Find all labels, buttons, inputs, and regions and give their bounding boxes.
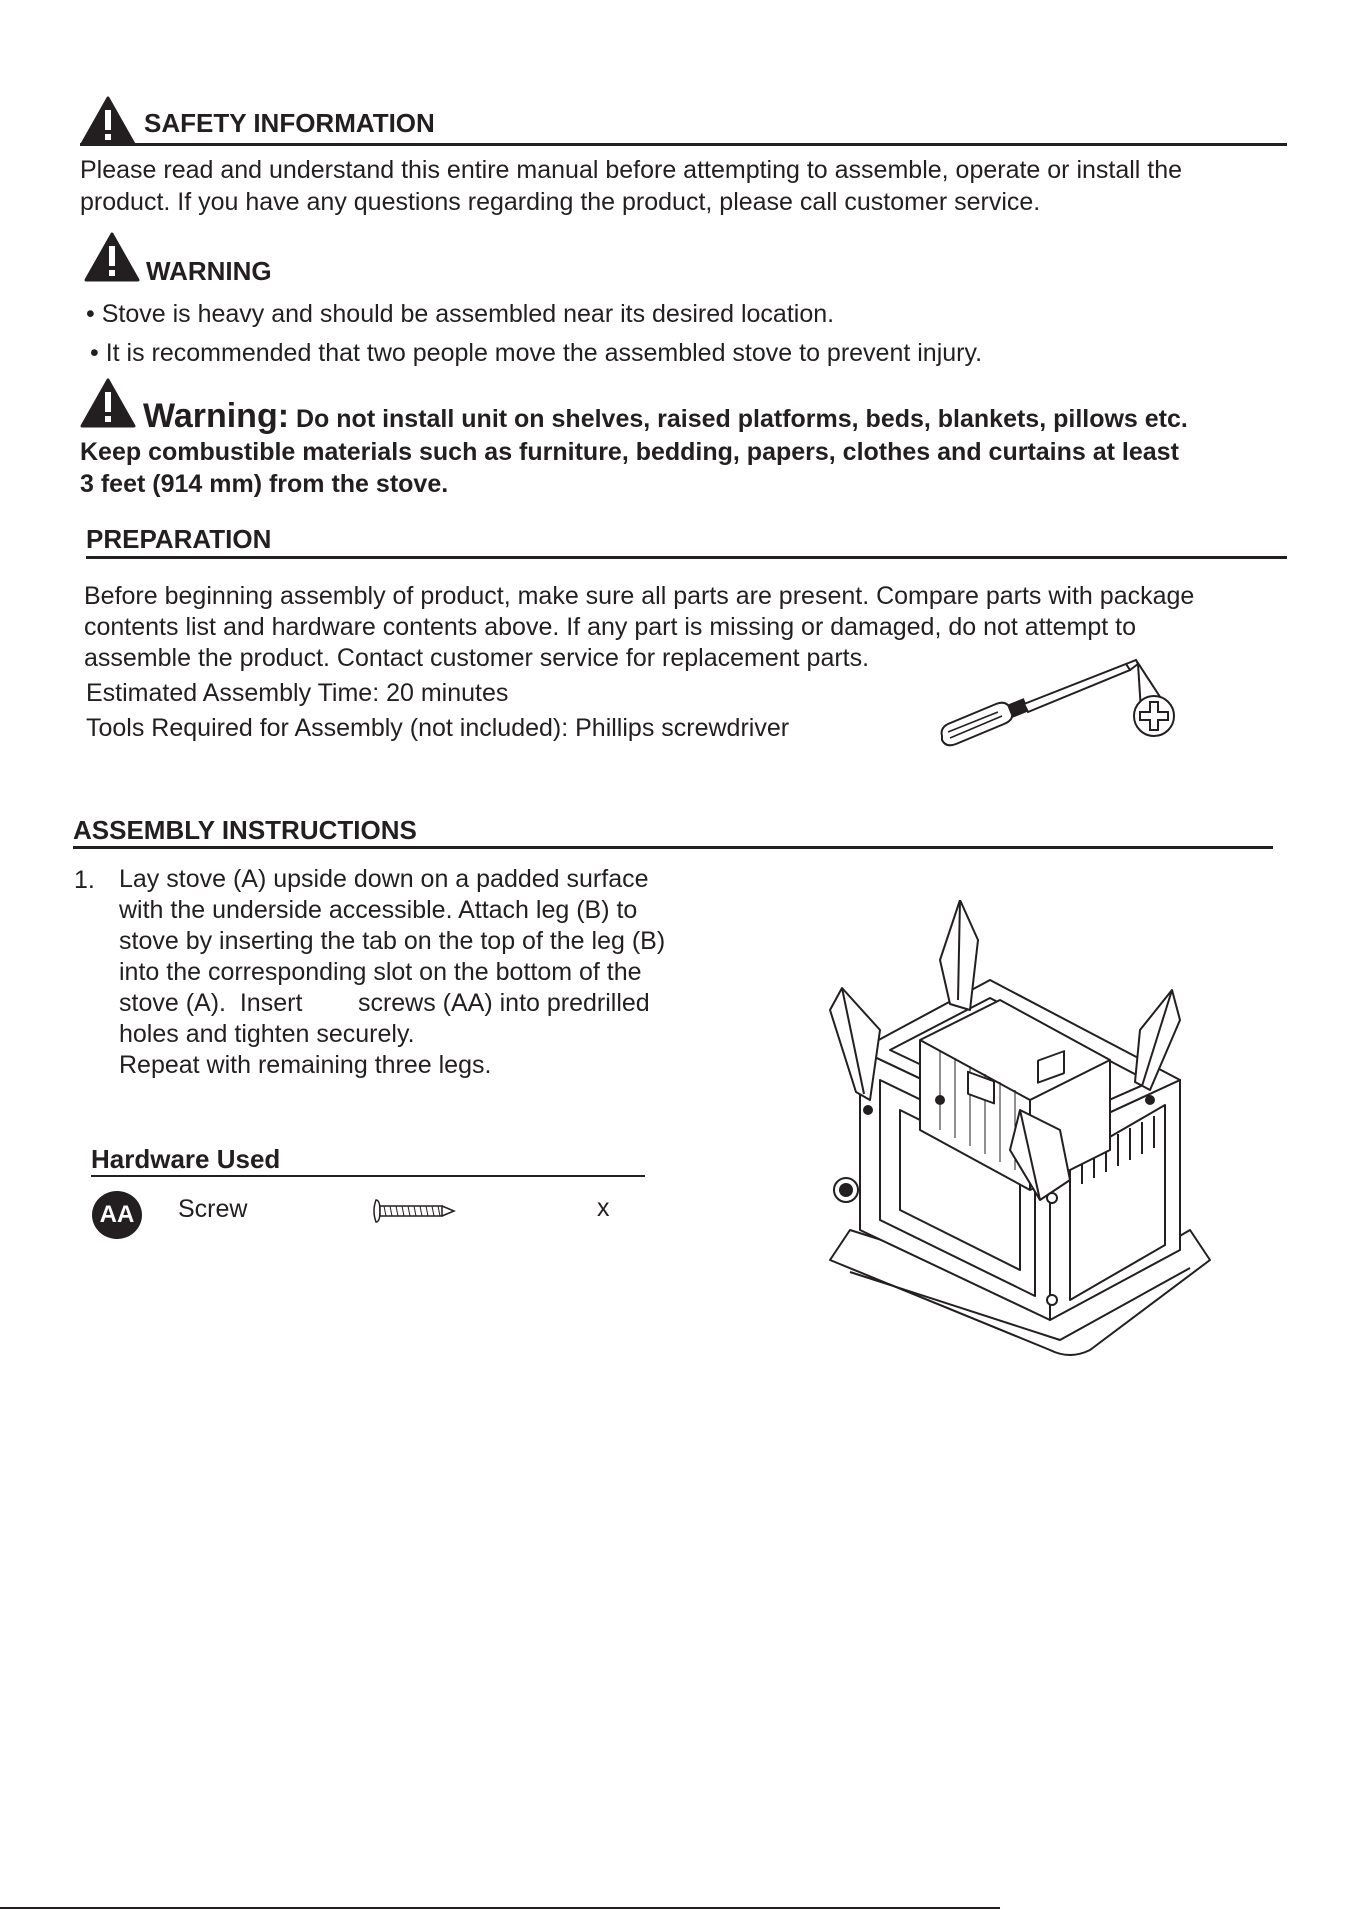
step-line: Lay stove (A) upside down on a padded surface xyxy=(119,865,649,893)
warning-heading: WARNING xyxy=(146,256,272,286)
step-number: 1. xyxy=(74,866,95,894)
warning-triangle-icon xyxy=(80,96,136,146)
safety-heading: SAFETY INFORMATION xyxy=(144,108,435,138)
hardware-item-name: Screw xyxy=(178,1195,248,1223)
screw-icon xyxy=(372,1196,458,1226)
warning2-line2: Keep combustible materials such as furniture, bedding, papers, clothes and curtains at least xyxy=(80,438,1179,466)
step-line: holes and tighten securely. xyxy=(119,1020,415,1048)
warning-bullet-1: • Stove is heavy and should be assembled near its desired location. xyxy=(86,300,835,328)
warning2-label: Warning: xyxy=(143,397,290,435)
assembly-heading: ASSEMBLY INSTRUCTIONS xyxy=(73,815,417,845)
tools-required: Tools Required for Assembly (not included): Phillips screwdriver xyxy=(86,714,790,742)
safety-text-line1: Please read and understand this entire manual before attempting to assemble, operate or install the xyxy=(80,156,1183,184)
bullet-dot: • xyxy=(90,339,106,367)
preparation-heading: PREPARATION xyxy=(86,524,272,554)
hardware-rule xyxy=(91,1175,645,1177)
hardware-badge-aa: AA xyxy=(92,1191,142,1239)
step-line: into the corresponding slot on the bottom of the xyxy=(119,958,642,986)
bullet-dot: • xyxy=(86,300,102,328)
warning-triangle-icon xyxy=(84,232,140,282)
warning2-line3: 3 feet (914 mm) from the stove. xyxy=(80,470,449,498)
warning2-line1 xyxy=(143,396,1188,439)
step-line: with the underside accessible. Attach leg (B) to xyxy=(119,896,638,924)
step-line: stove (A). Insert screws (AA) into predrilled xyxy=(119,989,650,1017)
safety-text-line2: product. If you have any questions regarding the product, please call customer service. xyxy=(80,188,1041,216)
preparation-line2: contents list and hardware contents above. If any part is missing or damaged, do not attempt to xyxy=(84,613,1136,641)
assembly-time: Estimated Assembly Time: 20 minutes xyxy=(86,679,509,707)
step-line: Repeat with remaining three legs. xyxy=(119,1051,492,1079)
warning-bullet-2: • It is recommended that two people move the assembled stove to prevent injury. xyxy=(90,339,983,367)
warning-triangle-icon xyxy=(80,378,136,428)
step-line: stove by inserting the tab on the top of the leg (B) xyxy=(119,927,666,955)
preparation-line1: Before beginning assembly of product, make sure all parts are present. Compare parts with package xyxy=(84,582,1195,610)
step-1-text xyxy=(119,864,665,1081)
warning2-text: Do not install unit on shelves, raised platforms, beds, blankets, pillows etc. xyxy=(296,405,1188,433)
preparation-line3: assemble the product. Contact customer service for replacement parts. xyxy=(84,644,870,672)
safety-rule xyxy=(80,143,1287,146)
phillips-screwdriver-icon xyxy=(936,656,1186,756)
hardware-heading: Hardware Used xyxy=(91,1144,281,1174)
footer-rule xyxy=(0,1907,1000,1909)
hardware-qty: x xyxy=(597,1194,610,1222)
stove-assembly-illustration xyxy=(820,900,1220,1480)
preparation-rule xyxy=(86,556,1287,559)
assembly-rule xyxy=(73,846,1273,849)
